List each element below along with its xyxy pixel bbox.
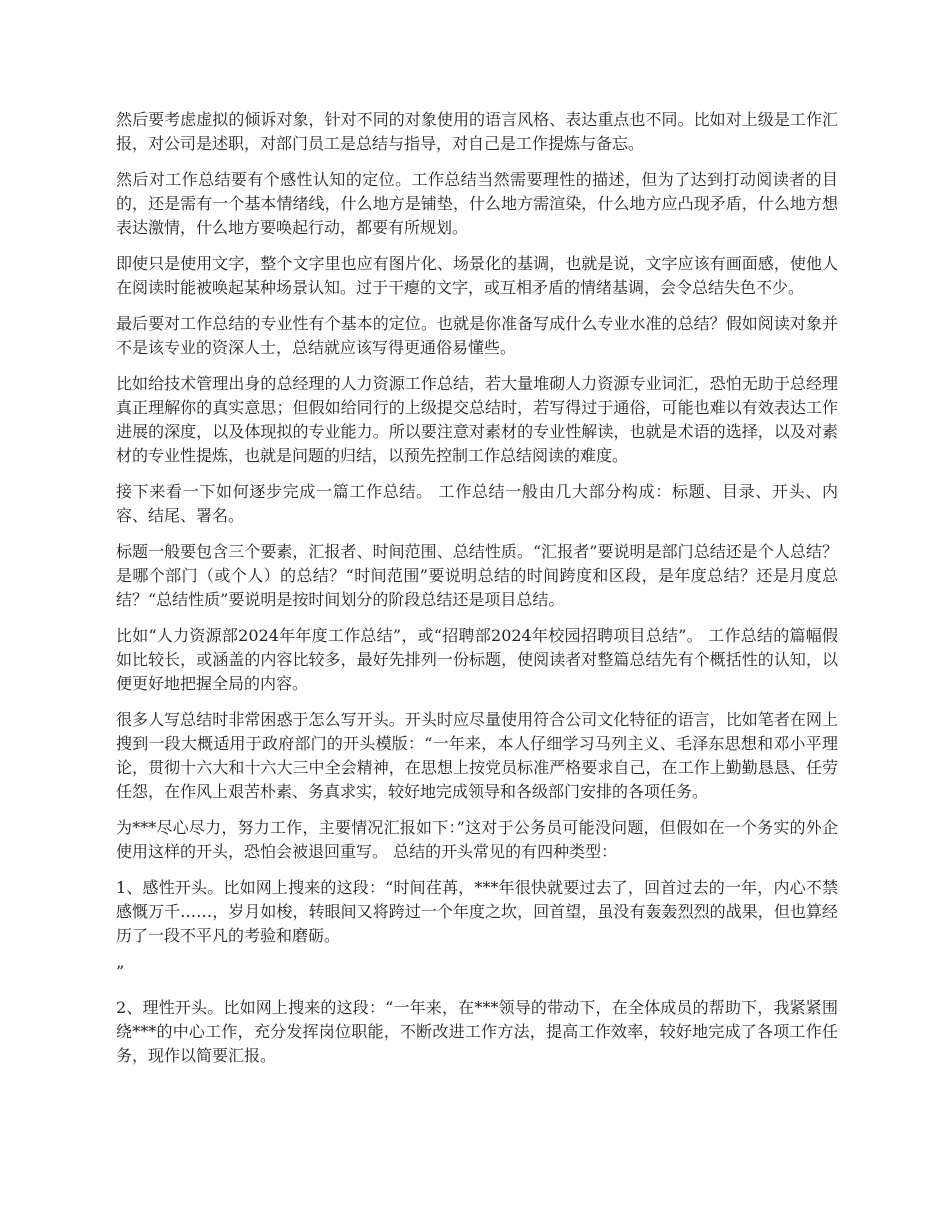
paragraph-9: 很多人写总结时非常困惑于怎么写开头。开头时应尽量使用符合公司文化特征的语言，比如笔者在网上搜到一段大概适用于政府部门的开头模版：“一年来，本人仔细学习马列主义、毛泽东思想和邓小平理论，贯彻十六大和十六大三中全会精神，在思想上按党员标准严格要求自己，在工作上勤勤恳恳、任劳任怨，在作风上艰苦朴素、务真求实，较好地完成领导和各级部门安排的各项任务。: [116, 710, 838, 801]
paragraph-6: 接下来看一下如何逐步完成一篇工作总结。 工作总结一般由几大部分构成：标题、目录、开头、内容、结尾、署名。: [116, 482, 838, 525]
paragraph-5: 比如给技术管理出身的总经理的人力资源工作总结，若大量堆砌人力资源专业词汇，恐怕无助于总经理真正理解你的真实意思；但假如给同行的上级提交总结时，若写得过于通俗，可能也难以有效表达工作进展的深度，以及体现拟的专业能力。所以要注意对素材的专业性解读，也就是术语的选择，以及对素材的专业性提炼，也就是问题的归结，以预先控制工作总结阅读的难度。: [116, 374, 838, 465]
paragraph-13: 2、理性开头。比如网上搜来的这段：“一年来，在***领导的带动下，在全体成员的帮助下，我紧紧围绕***的中心工作，充分发挥岗位职能，不断改进工作方法，提高工作效率，较好地完成了各项工作任务，现作以简要汇报。: [116, 998, 838, 1065]
paragraph-7: 标题一般要包含三个要素，汇报者、时间范围、总结性质。“汇报者”要说明是部门总结还是个人总结？是哪个部门（或个人）的总结？“时间范围”要说明总结的时间跨度和区段，是年度总结？还是月度总结？“总结性质”要说明是按时间划分的阶段总结还是项目总结。: [116, 542, 838, 609]
paragraph-1: 然后要考虑虚拟的倾诉对象，针对不同的对象使用的语言风格、表达重点也不同。比如对上级是工作汇报，对公司是述职，对部门员工是总结与指导，对自己是工作提炼与备忘。: [116, 110, 838, 153]
paragraph-3: 即使只是使用文字，整个文字里也应有图片化、场景化的基调，也就是说，文字应该有画面感，使他人在阅读时能被唤起某种场景认知。过于干瘪的文字，或互相矛盾的情绪基调，会令总结失色不少。: [116, 254, 838, 297]
paragraph-2: 然后对工作总结要有个感性认知的定位。工作总结当然需要理性的描述，但为了达到打动阅读者的目的，还是需有一个基本情绪线，什么地方是铺垫，什么地方需渲染，什么地方应凸现矛盾，什么地方想表达激情，什么地方要唤起行动，都要有所规划。: [116, 170, 838, 237]
paragraph-10: 为***尽心尽力，努力工作，主要情况汇报如下：”这对于公务员可能没问题，但假如在一个务实的外企使用这样的开头，恐怕会被退回重写。 总结的开头常见的有四种类型：: [116, 818, 838, 861]
paragraph-4: 最后要对工作总结的专业性有个基本的定位。也就是你准备写成什么专业水准的总结？假如阅读对象并不是该专业的资深人士，总结就应该写得更通俗易懂些。: [116, 314, 838, 357]
paragraph-12: ”: [116, 962, 125, 981]
paragraph-8: 比如“人力资源部2024年年度工作总结”，或“招聘部2024年校园招聘项目总结”。 工作总结的篇幅假如比较长，或涵盖的内容比较多，最好先排列一份标题，使阅读者对整篇总结先有个概括性的认知，以便更好地把握全局的内容。: [116, 626, 838, 693]
paragraph-11: 1、感性开头。比如网上搜来的这段：“时间荏苒，***年很快就要过去了，回首过去的一年，内心不禁感慨万千……，岁月如梭，转眼间又将跨过一个年度之坎，回首望，虽没有轰轰烈烈的战果，但也算经历了一段不平凡的考验和磨砺。: [116, 878, 838, 945]
